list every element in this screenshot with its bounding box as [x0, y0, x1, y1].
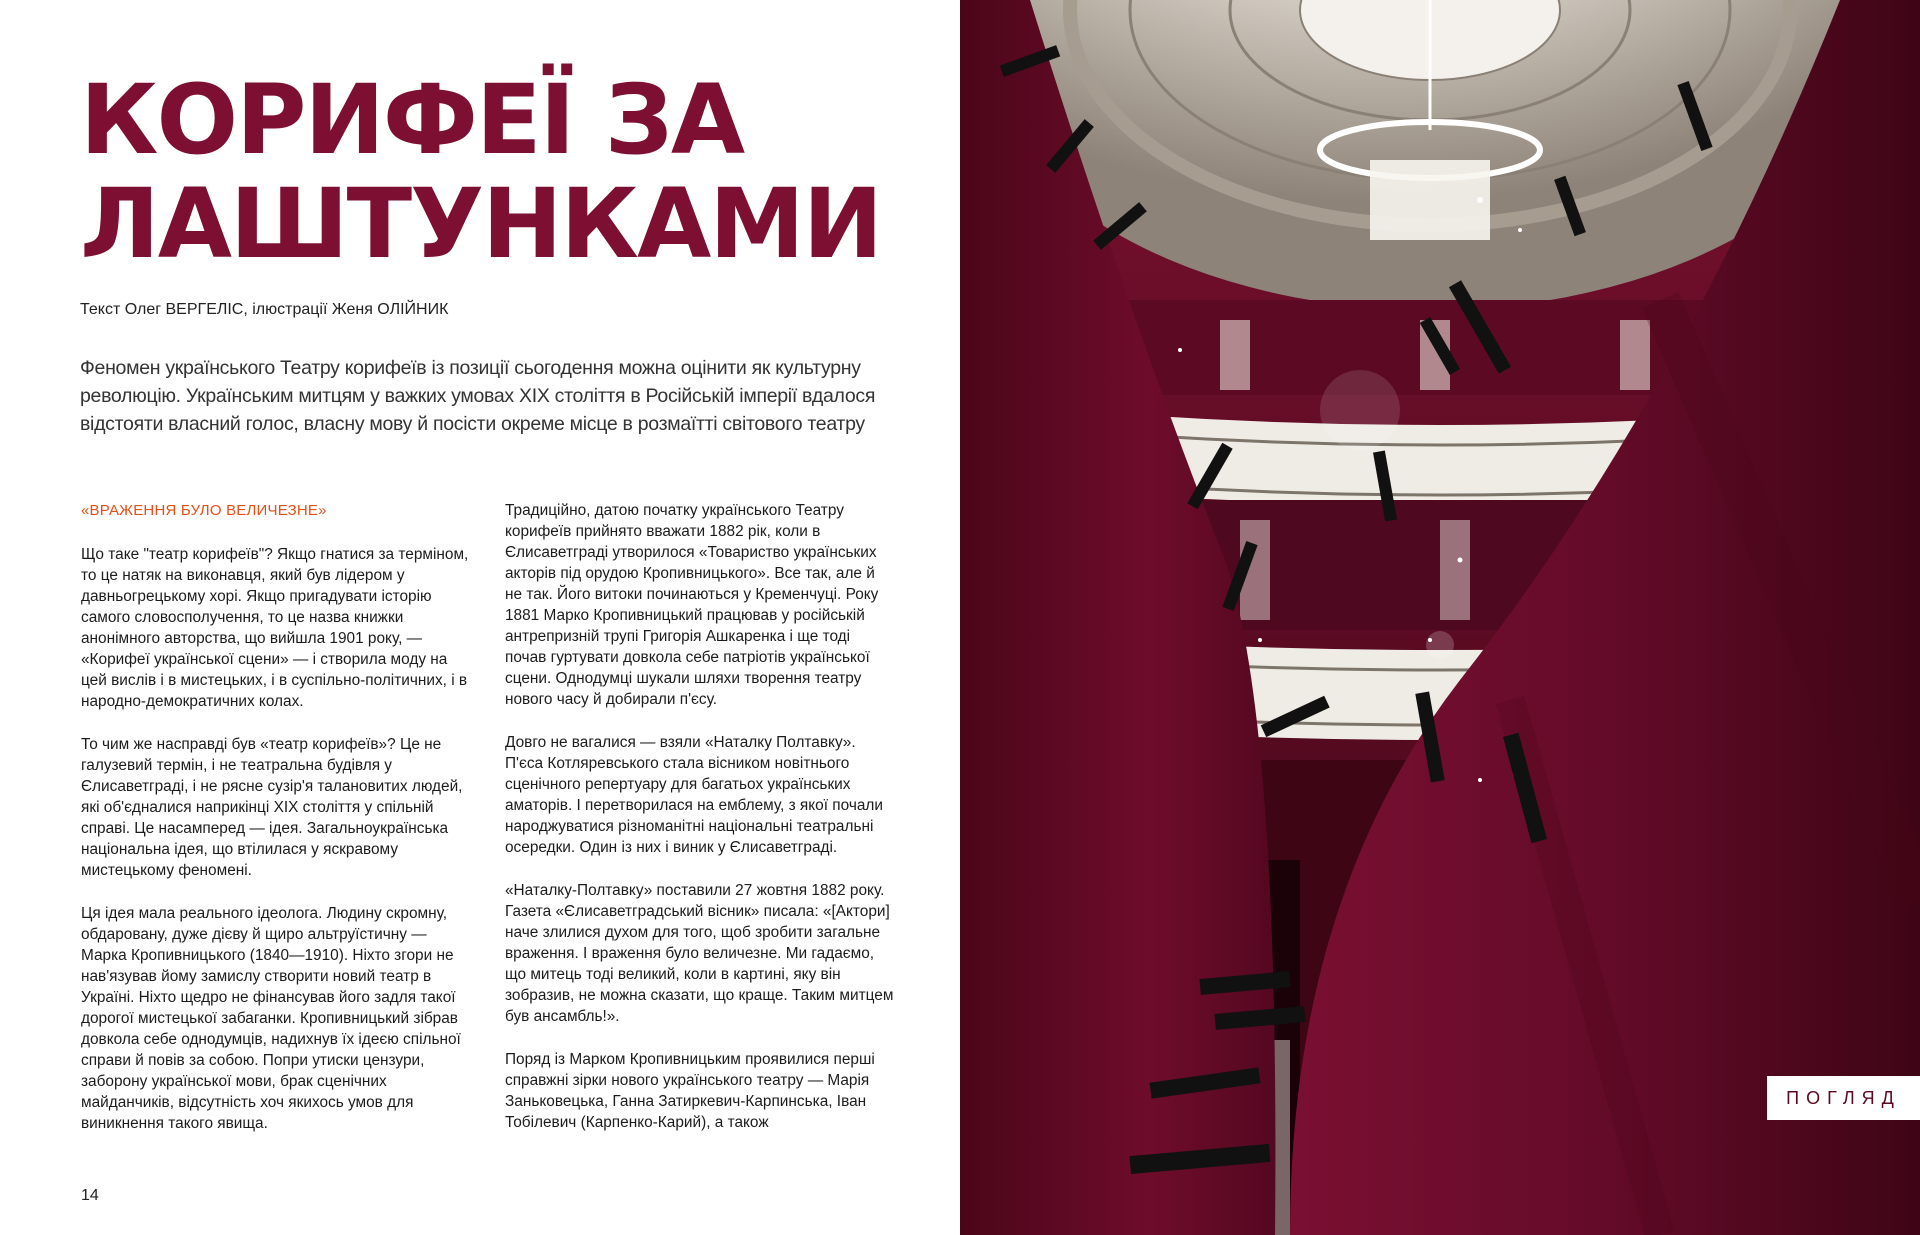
paragraph: «Наталку-Полтавку» поставили 27 жовтня 1882 року. Газета «Єлисаветградський вісник» писала: «[Актори] наче злилися духом для того, щоб зробити загальне враження. І враження було величезне. Ми гадаємо, що митець тоді великий, коли в картині, яку він зобразив, не можна сказати, що краще. Таким митцем був ансамбль!». — [505, 882, 894, 1025]
text-column-1 — [81, 500, 471, 1156]
lead-paragraph: Феномен українського Театру корифеїв із позиції сьогодення можна оцінити як культурну революцію. Українським митцям у важких умовах XIX століття в Російській імперії вдалося відстояти власний голос, власну мову й посісти окреме місце в розмаїтті світового театру — [80, 357, 876, 435]
paragraph: То чим же насправді був «театр корифеїв»? Це не галузевий термін, і не театральна будівля у Єлисаветграді, і не рясне сузір'я талановитих людей, які об'єдналися наприкінці XIX століття у спільній справі. Це насамперед — ідея. Загальноукраїнська національна ідея, що втілилася у яскравому мистецькому феномені. — [81, 736, 463, 879]
article-title — [80, 64, 920, 280]
paragraph: Що таке "театр корифеїв"? Якщо гнатися за терміном, то це натяк на виконавця, який був лідером у давньогрецькому хорі. Якщо пригадувати історію самого словосполучення, то це назва книжки анонімного авторства, що вийшла 1901 року, — «Корифеї української сцени» — і створила моду на цей вислів і в мистецьких, і в суспільно-політичних, і в народно-демократичних колах. — [81, 546, 469, 710]
theatre-illustration — [960, 0, 1920, 1235]
section-heading: «ВРАЖЕННЯ БУЛО ВЕЛИЧЕЗНЕ» — [81, 502, 327, 519]
illustration-theatre-curtain — [960, 0, 1920, 1235]
title-line-1: КОРИФЕЇ ЗА — [80, 64, 744, 176]
section-tag: ПОГЛЯД — [1767, 1076, 1920, 1120]
paragraph: Традиційно, датою початку українського Театру корифеїв прийнято вважати 1882 рік, коли в Єлисаветграді утворилося «Товариство українських акторів під орудою Кропивницького». Все так, але й не так. Його витоки починаються у Кременчуці. Року 1881 Марко Кропивницький працював у російській антрепризній трупі Григорія Ашкаренка і ще тоді почав гуртувати довкола себе патріотів української сцени. Однодумці шукали шляхи творення театру нового часу й добирали п'єсу. — [505, 502, 879, 708]
byline: Текст Олег ВЕРГЕЛІС, ілюстрації Женя ОЛІЙНИК — [80, 301, 449, 318]
light-orb — [1426, 631, 1454, 659]
paragraph: Поряд із Марком Кропивницьким проявилися перші справжні зірки нового українського театру — Марія Заньковецька, Ганна Затиркевич-Карпинська, Іван Тобілевич (Карпенко-Карий), а також — [505, 1051, 875, 1131]
text-column-2 — [505, 500, 895, 1155]
page-number: 14 — [81, 1187, 99, 1204]
paragraph: Ця ідея мала реального ідеолога. Людину скромну, обдаровану, дуже дієву й щиро альтруїстичну — Марка Кропивницького (1840—1910). Ніхто згори не нав'язував йому замислу створити новий театр в Україні. Ніхто щедро не фінансував його задля такої дорогої мистецької забаганки. Кропивницький зібрав довкола себе однодумців, надихнув їх ідеєю спільної справи й повів за собою. Попри утиски цензури, заборону української мови, брак сценічних майданчиків, відсутність хоч якихось умов для виникнення такого явища. — [81, 905, 461, 1132]
title-line-2: ЛАШТУНКАМИ — [80, 168, 882, 280]
light-orb — [1320, 370, 1400, 450]
paragraph: Довго не вагалися — взяли «Наталку Полтавку». П'єса Котляревського стала вісником новітнього сценічного репертуару для багатьох українських аматорів. І перетворилася на емблему, з якої почали народжуватися різноманітні національні театральні осередки. Один із них і виник у Єлисаветграді. — [505, 734, 883, 856]
